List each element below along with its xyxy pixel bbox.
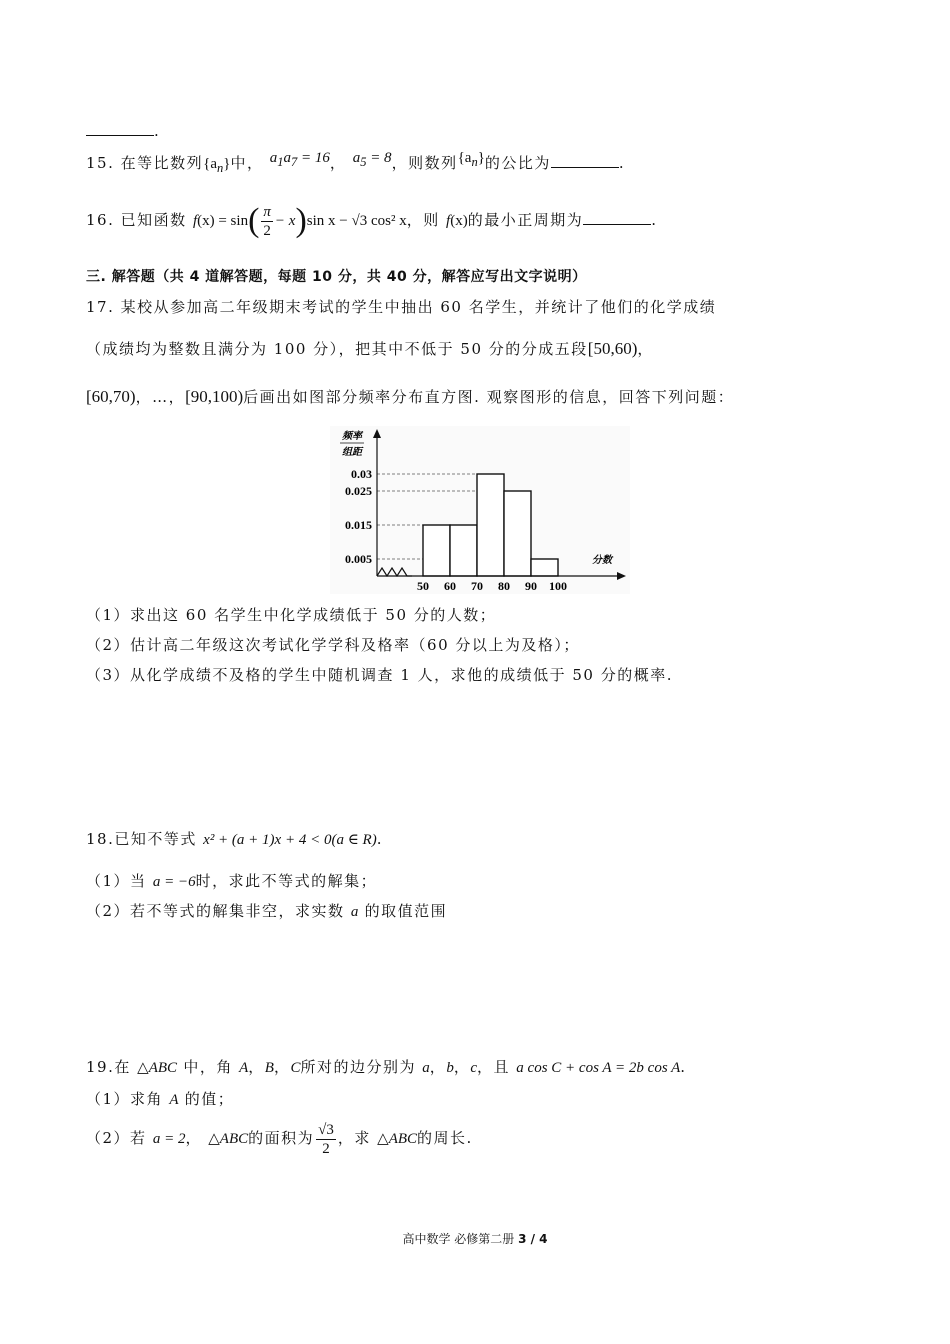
- answer-blank: [86, 123, 154, 136]
- question-15: 15. 在等比数列$\{a_n\}$中， $a_1a_7 = 16$， $a_5 = 8$，则数列$\{a_n\}$的公比为 .: [86, 150, 626, 175]
- question-17-line-3: [60,70)，…，[90,100)后画出如图部分频率分布直方图. 观察图形的信息，回答下列问题：: [86, 387, 735, 406]
- question-17-line-1: 17. 某校从参加高二年级期末考试的学生中抽出 60 名学生，并统计了他们的化学成绩: [86, 298, 717, 316]
- answer-blank: [583, 212, 651, 225]
- x-tick-label: 80: [498, 579, 510, 593]
- question-16: 16. 已知函数 f(x) = sin( $\frac{\pi}{2}$ − x)sin x − √3 cos² x，则 f(x)的最小正周期为 .: [86, 202, 658, 239]
- histogram-bar-[60,70): [450, 525, 477, 576]
- section-3-heading: 三. 解答题（共 4 道解答题，每题 10 分，共 40 分，解答应写出文字说明）: [86, 269, 587, 285]
- y-label-bottom: 组距: [342, 447, 362, 458]
- condition-1: $a_1a_7 = 16$: [269, 150, 330, 169]
- question-17-line-2: （成绩均为整数且满分为 100 分），把其中不低于 50 分的分成五段[50,60)，: [86, 339, 654, 358]
- pi-over-2-fraction: $\frac{\pi}{2}$: [263, 203, 271, 239]
- question-19-sub-1: （1）求角 A 的值；: [86, 1090, 235, 1108]
- x-tick-label: 100: [549, 579, 567, 593]
- x-tick-label: 60: [444, 579, 456, 593]
- question-17-sub-2: （2）估计高二年级这次考试化学学科及格率（60 分以上为及格）；: [86, 636, 580, 654]
- sequence-notation-2: $\{a_n\}$: [457, 150, 485, 169]
- sequence-notation: $\{a_n\}$: [203, 156, 231, 175]
- condition-2: $a_5 = 8$: [352, 150, 392, 169]
- condition-equation: a cos C + cos A = 2b cos A: [516, 1060, 681, 1076]
- x-label: 分数: [592, 555, 612, 566]
- x-tick-label: 70: [471, 579, 483, 593]
- histogram-bar-[80,90): [504, 491, 531, 576]
- top-blank-line: .: [86, 122, 160, 140]
- y-tick-label: 0.015: [345, 518, 372, 532]
- histogram-bar-[90,100): [531, 559, 558, 576]
- question-18: 18.已知不等式 x² + (a + 1)x + 4 < 0(a ∈ R).: [86, 830, 383, 848]
- frequency-histogram: [330, 426, 630, 594]
- y-label-top: 频率: [342, 431, 362, 442]
- answer-blank: [551, 155, 619, 168]
- question-18-sub-1: （1）当 a = −6时，求此不等式的解集；: [86, 872, 378, 890]
- question-18-sub-2: （2）若不等式的解集非空，求实数 a 的取值范围: [86, 902, 448, 920]
- question-19: 19.在 △ABC 中，角 A，B，C所对的边分别为 a，b，c，且 a cos C + cos A = 2b cos A.: [86, 1058, 687, 1076]
- page-number: 3 / 4: [518, 1232, 548, 1246]
- x-tick-label: 50: [417, 579, 429, 593]
- y-tick-label: 0.025: [345, 484, 372, 498]
- y-tick-label: 0.005: [345, 552, 372, 566]
- x-tick-label: 90: [525, 579, 537, 593]
- question-17-sub-1: （1）求出这 60 名学生中化学成绩低于 50 分的人数；: [86, 606, 497, 624]
- y-tick-label: 0.03: [351, 467, 372, 481]
- histogram-bar-[70,80): [477, 474, 504, 576]
- sqrt3-over-2-fraction: $\frac{√3}{2}$: [318, 1121, 334, 1157]
- question-19-sub-2: （2）若 a = 2， △ABC的面积为 $\frac{√3}{2}$ ，求 △ABC的周长.: [86, 1121, 473, 1157]
- question-17-sub-3: （3）从化学成绩不及格的学生中随机调查 1 人，求他的成绩低于 50 分的概率.: [86, 666, 674, 684]
- page-footer: 高中数学 必修第二册 3 / 4: [402, 1232, 548, 1246]
- histogram-bar-[50,60): [423, 525, 450, 576]
- inequality-expression: x² + (a + 1)x + 4 < 0(a ∈ R): [203, 832, 377, 848]
